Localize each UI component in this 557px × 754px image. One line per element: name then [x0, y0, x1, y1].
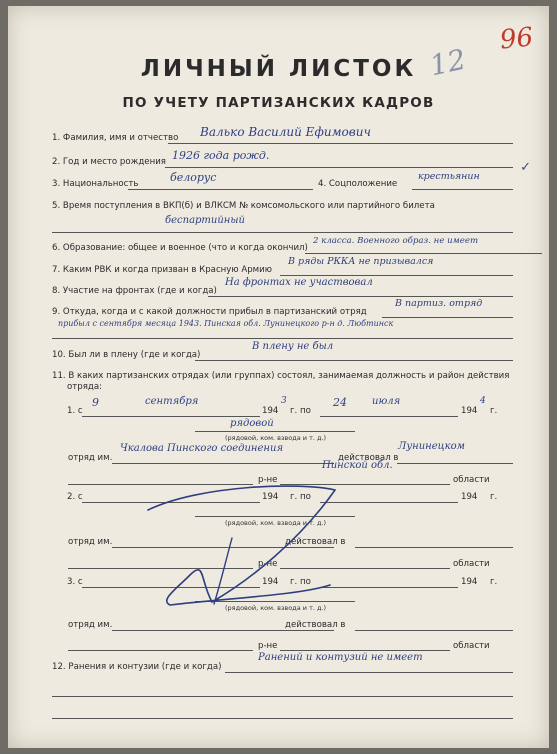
field-2-label: 2. Год и место рождения [52, 157, 166, 167]
field-6-value: 2 класса. Военного образ. не имеет [313, 236, 479, 246]
field-11-label-2: отряда: [67, 382, 102, 392]
unit-3-year-prefix: 194 [262, 577, 279, 587]
unit-3-acted-label: действовал в [285, 620, 346, 630]
unit-2-acted-label: действовал в [285, 537, 346, 547]
field-7-value: В ряды РККА не призывался [288, 256, 434, 267]
unit-1-day-to: 24 [333, 396, 347, 409]
unit-3-year-to-prefix: 194 [461, 577, 478, 587]
unit-1-month-from: сентября [145, 396, 199, 407]
field-5-value: беспартийный [165, 215, 245, 226]
unit-1-obl-label: области [453, 475, 490, 485]
unit-1-rne-label: р-не [258, 475, 278, 485]
unit-3-from-label: 3. с [67, 577, 83, 587]
field-10-value: В плену не был [252, 341, 334, 352]
field-12-label: 12. Ранения и контузии (где и когда) [52, 662, 222, 672]
unit-1-from-label: 1. с [67, 406, 83, 416]
unit-1-year-suffix: г. [490, 406, 498, 416]
field-5-label: 5. Время поступления в ВКП(б) и ВЛКСМ № комсомольского или партийного билета [52, 201, 435, 211]
field-4-label: 4. Соцположение [318, 179, 398, 189]
unit-1-month-to: июля [372, 396, 401, 407]
field-2-value: 1926 года рожд. [172, 149, 270, 162]
unit-2-obl-label: области [453, 559, 490, 569]
unit-1-position: рядовой [230, 418, 274, 429]
field-8-label: 8. Участие на фронтах (где и когда) [52, 286, 217, 296]
unit-1-year-to-prefix: 194 [461, 406, 478, 416]
field-7-label: 7. Каким РВК и когда призван в Красную Армию [52, 265, 272, 275]
unit-1-year-from: 3 [281, 396, 287, 406]
unit-1-to-label: г. по [290, 406, 311, 416]
field-6-label: 6. Образование: общее и военное (что и когда окончил) [52, 243, 308, 253]
sheet-number-pencil: 12 [426, 42, 469, 83]
field-9-value-1: В партиз. отряд [395, 298, 483, 309]
check-mark-icon: ✓ [520, 160, 531, 175]
sheet-number-red: 96 [498, 22, 535, 56]
unit-1-position-caption: (рядовой, ком. взвода и т. д.) [225, 434, 327, 442]
form-title: ЛИЧНЫЙ ЛИСТОК [140, 56, 417, 82]
field-3-label: 3. Национальность [52, 179, 139, 189]
unit-2-unit-label: отряд им. [68, 537, 113, 547]
form-subtitle: ПО УЧЕТУ ПАРТИЗАНСКИХ КАДРОВ [122, 95, 435, 111]
unit-2-rne-label: р-не [258, 559, 278, 569]
unit-2-position-caption: (рядовой, ком. взвода и т. д.) [225, 519, 327, 527]
unit-3-year-suffix: г. [490, 577, 498, 587]
unit-1-district: Лунинецком [398, 441, 465, 452]
field-1-label: 1. Фамилия, имя и отчество [52, 133, 179, 143]
unit-1-year-prefix: 194 [262, 406, 279, 416]
field-9-label: 9. Откуда, когда и с какой должности прибыл в партизанский отряд [52, 307, 367, 317]
unit-1-day-from: 9 [92, 396, 99, 409]
unit-3-unit-label: отряд им. [68, 620, 113, 630]
unit-2-year-prefix: 194 [262, 492, 279, 502]
unit-3-position-caption: (рядовой, ком. взвода и т. д.) [225, 604, 327, 612]
field-8-value: На фронтах не участвовал [225, 277, 373, 288]
unit-2-to-label: г. по [290, 492, 311, 502]
unit-3-rne-label: р-не [258, 641, 278, 651]
unit-3-obl-label: области [453, 641, 490, 651]
unit-2-from-label: 2. с [67, 492, 83, 502]
field-10-label: 10. Был ли в плену (где и когда) [52, 350, 201, 360]
field-1-value: Валько Василий Ефимович [200, 125, 371, 139]
field-9-value-2: прибыл с сентября месяца 1943. Пинская обл. Лунинецкого р-н д. Любтинск [58, 319, 394, 328]
unit-2-year-to-prefix: 194 [461, 492, 478, 502]
unit-3-to-label: г. по [290, 577, 311, 587]
unit-1-unit-label: отряд им. [68, 453, 113, 463]
unit-2-year-suffix: г. [490, 492, 498, 502]
field-3-value: белорус [170, 171, 217, 184]
field-12-value: Ранений и контузий не имеет [258, 652, 423, 663]
field-4-value: крестьянин [418, 171, 480, 182]
field-11-label: 11. В каких партизанских отрядах (или группах) состоял, занимаемая должность и район действия [52, 371, 510, 381]
unit-1-acted-label: действовал в [338, 453, 399, 463]
unit-1-region: Пинской обл. [322, 460, 393, 471]
unit-1-unit: Чкалова Пинского соединения [120, 443, 284, 454]
unit-1-year-to: 4 [480, 396, 486, 406]
